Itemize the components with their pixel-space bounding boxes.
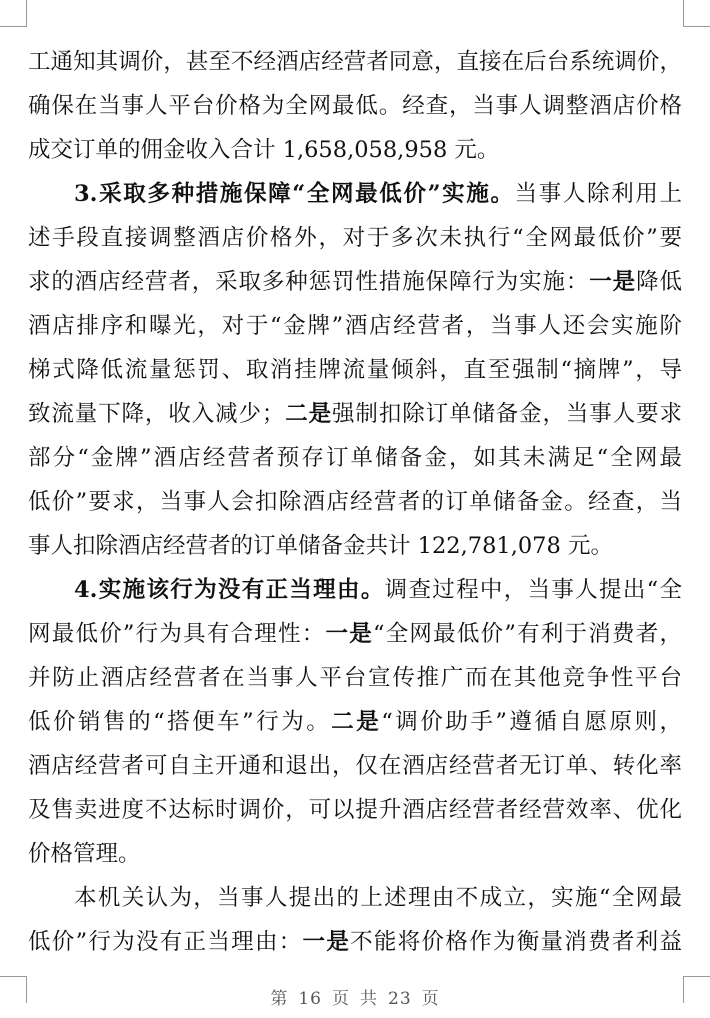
text-segment: 当事人除利用上 <box>514 181 682 207</box>
text-line <box>28 700 682 744</box>
text-segment: 不能将价格作为衡量消费者利益 <box>350 929 682 955</box>
text-segment: 部分“金牌”酒店经营者预存订单储备金，如其未满足“全网最 <box>28 445 682 471</box>
document-body <box>28 40 682 964</box>
text-line <box>28 260 682 304</box>
section-3-heading-line <box>28 172 682 216</box>
text-line <box>28 480 682 524</box>
section-4-heading-line <box>28 568 682 612</box>
text-line <box>28 392 682 436</box>
point-marker-second: 二是 <box>284 401 333 427</box>
text-segment: 低价”行为没有正当理由： <box>28 929 303 955</box>
text-segment: 梯式降低流量惩罚、取消挂牌流量倾斜，直至强制“摘牌”，导 <box>28 357 682 383</box>
text-line <box>28 788 682 832</box>
text-segment: 工通知其调价，甚至不经酒店经营者同意，直接在后台系统调价， <box>28 49 682 75</box>
text-segment: 低价销售的“搭便车”行为。 <box>28 709 332 735</box>
text-segment: 本机关认为，当事人提出的上述理由不成立，实施“全网最 <box>74 885 682 911</box>
text-line <box>28 84 682 128</box>
text-segment: 确保在当事人平台价格为全网最低。经查，当事人调整酒店价格 <box>28 93 682 119</box>
text-segment: 调查过程中，当事人提出“全 <box>384 577 682 603</box>
section-3-heading: 3.采取多种措施保障“全网最低价”实施。 <box>74 181 515 207</box>
text-segment: 成交订单的佣金收入合计 1,658,058,958 元。 <box>28 137 500 163</box>
text-segment: 降低 <box>636 269 682 295</box>
page-number: 16 <box>298 989 322 1009</box>
total-label: 共 <box>360 989 378 1009</box>
text-segment: 价格管理。 <box>28 841 141 867</box>
text-segment: 酒店经营者可自主开通和退出，仅在酒店经营者无订单、转化率 <box>28 753 682 779</box>
text-segment: 低价”要求，当事人会扣除酒店经营者的订单储备金。经查，当 <box>28 489 682 515</box>
page-footer <box>0 984 710 1009</box>
text-segment: 强制扣除订单储备金，当事人要求 <box>332 401 682 427</box>
total-pages: 23 <box>388 989 412 1009</box>
text-segment: 并防止酒店经营者在当事人平台宣传推广而在其他竞争性平台 <box>28 665 682 691</box>
total-unit: 页 <box>421 989 440 1009</box>
section-4-heading: 4.实施该行为没有正当理由。 <box>74 577 385 603</box>
text-line <box>28 348 682 392</box>
text-line <box>28 832 682 876</box>
point-marker-first: 一是 <box>302 929 351 955</box>
point-marker-second: 二是 <box>331 709 382 735</box>
text-line <box>28 436 682 480</box>
text-segment: “全网最低价”有利于消费者， <box>372 621 682 647</box>
text-segment: 网最低价”行为具有合理性： <box>28 621 326 647</box>
text-segment: 及售卖进度不达标时调价，可以提升酒店经营者经营效率、优化 <box>28 797 682 823</box>
text-line <box>28 744 682 788</box>
text-line <box>28 612 682 656</box>
text-segment: 述手段直接调整酒店价格外，对于多次未执行“全网最低价”要 <box>28 225 682 251</box>
point-marker-first: 一是 <box>589 269 637 295</box>
text-line <box>28 216 682 260</box>
text-segment: 致流量下降，收入减少； <box>28 401 285 427</box>
page-unit: 页 <box>332 989 350 1009</box>
text-segment: “调价助手”遵循自愿原则， <box>381 709 682 735</box>
text-line <box>28 876 682 920</box>
text-line <box>28 524 682 568</box>
crop-mark-top-right <box>683 0 710 27</box>
text-line <box>28 656 682 700</box>
text-line <box>28 40 682 84</box>
crop-mark-top-left <box>0 0 27 27</box>
text-line <box>28 304 682 348</box>
text-line <box>28 920 682 964</box>
point-marker-first: 一是 <box>325 621 373 647</box>
text-segment: 事人扣除酒店经营者的订单储备金共计 122,781,078 元。 <box>28 533 613 559</box>
text-segment: 酒店排序和曝光，对于“金牌”酒店经营者，当事人还会实施阶 <box>28 313 682 339</box>
text-segment: 求的酒店经营者，采取多种惩罚性措施保障行为实施： <box>28 269 590 295</box>
page-label: 第 <box>270 989 289 1009</box>
text-line <box>28 128 682 172</box>
